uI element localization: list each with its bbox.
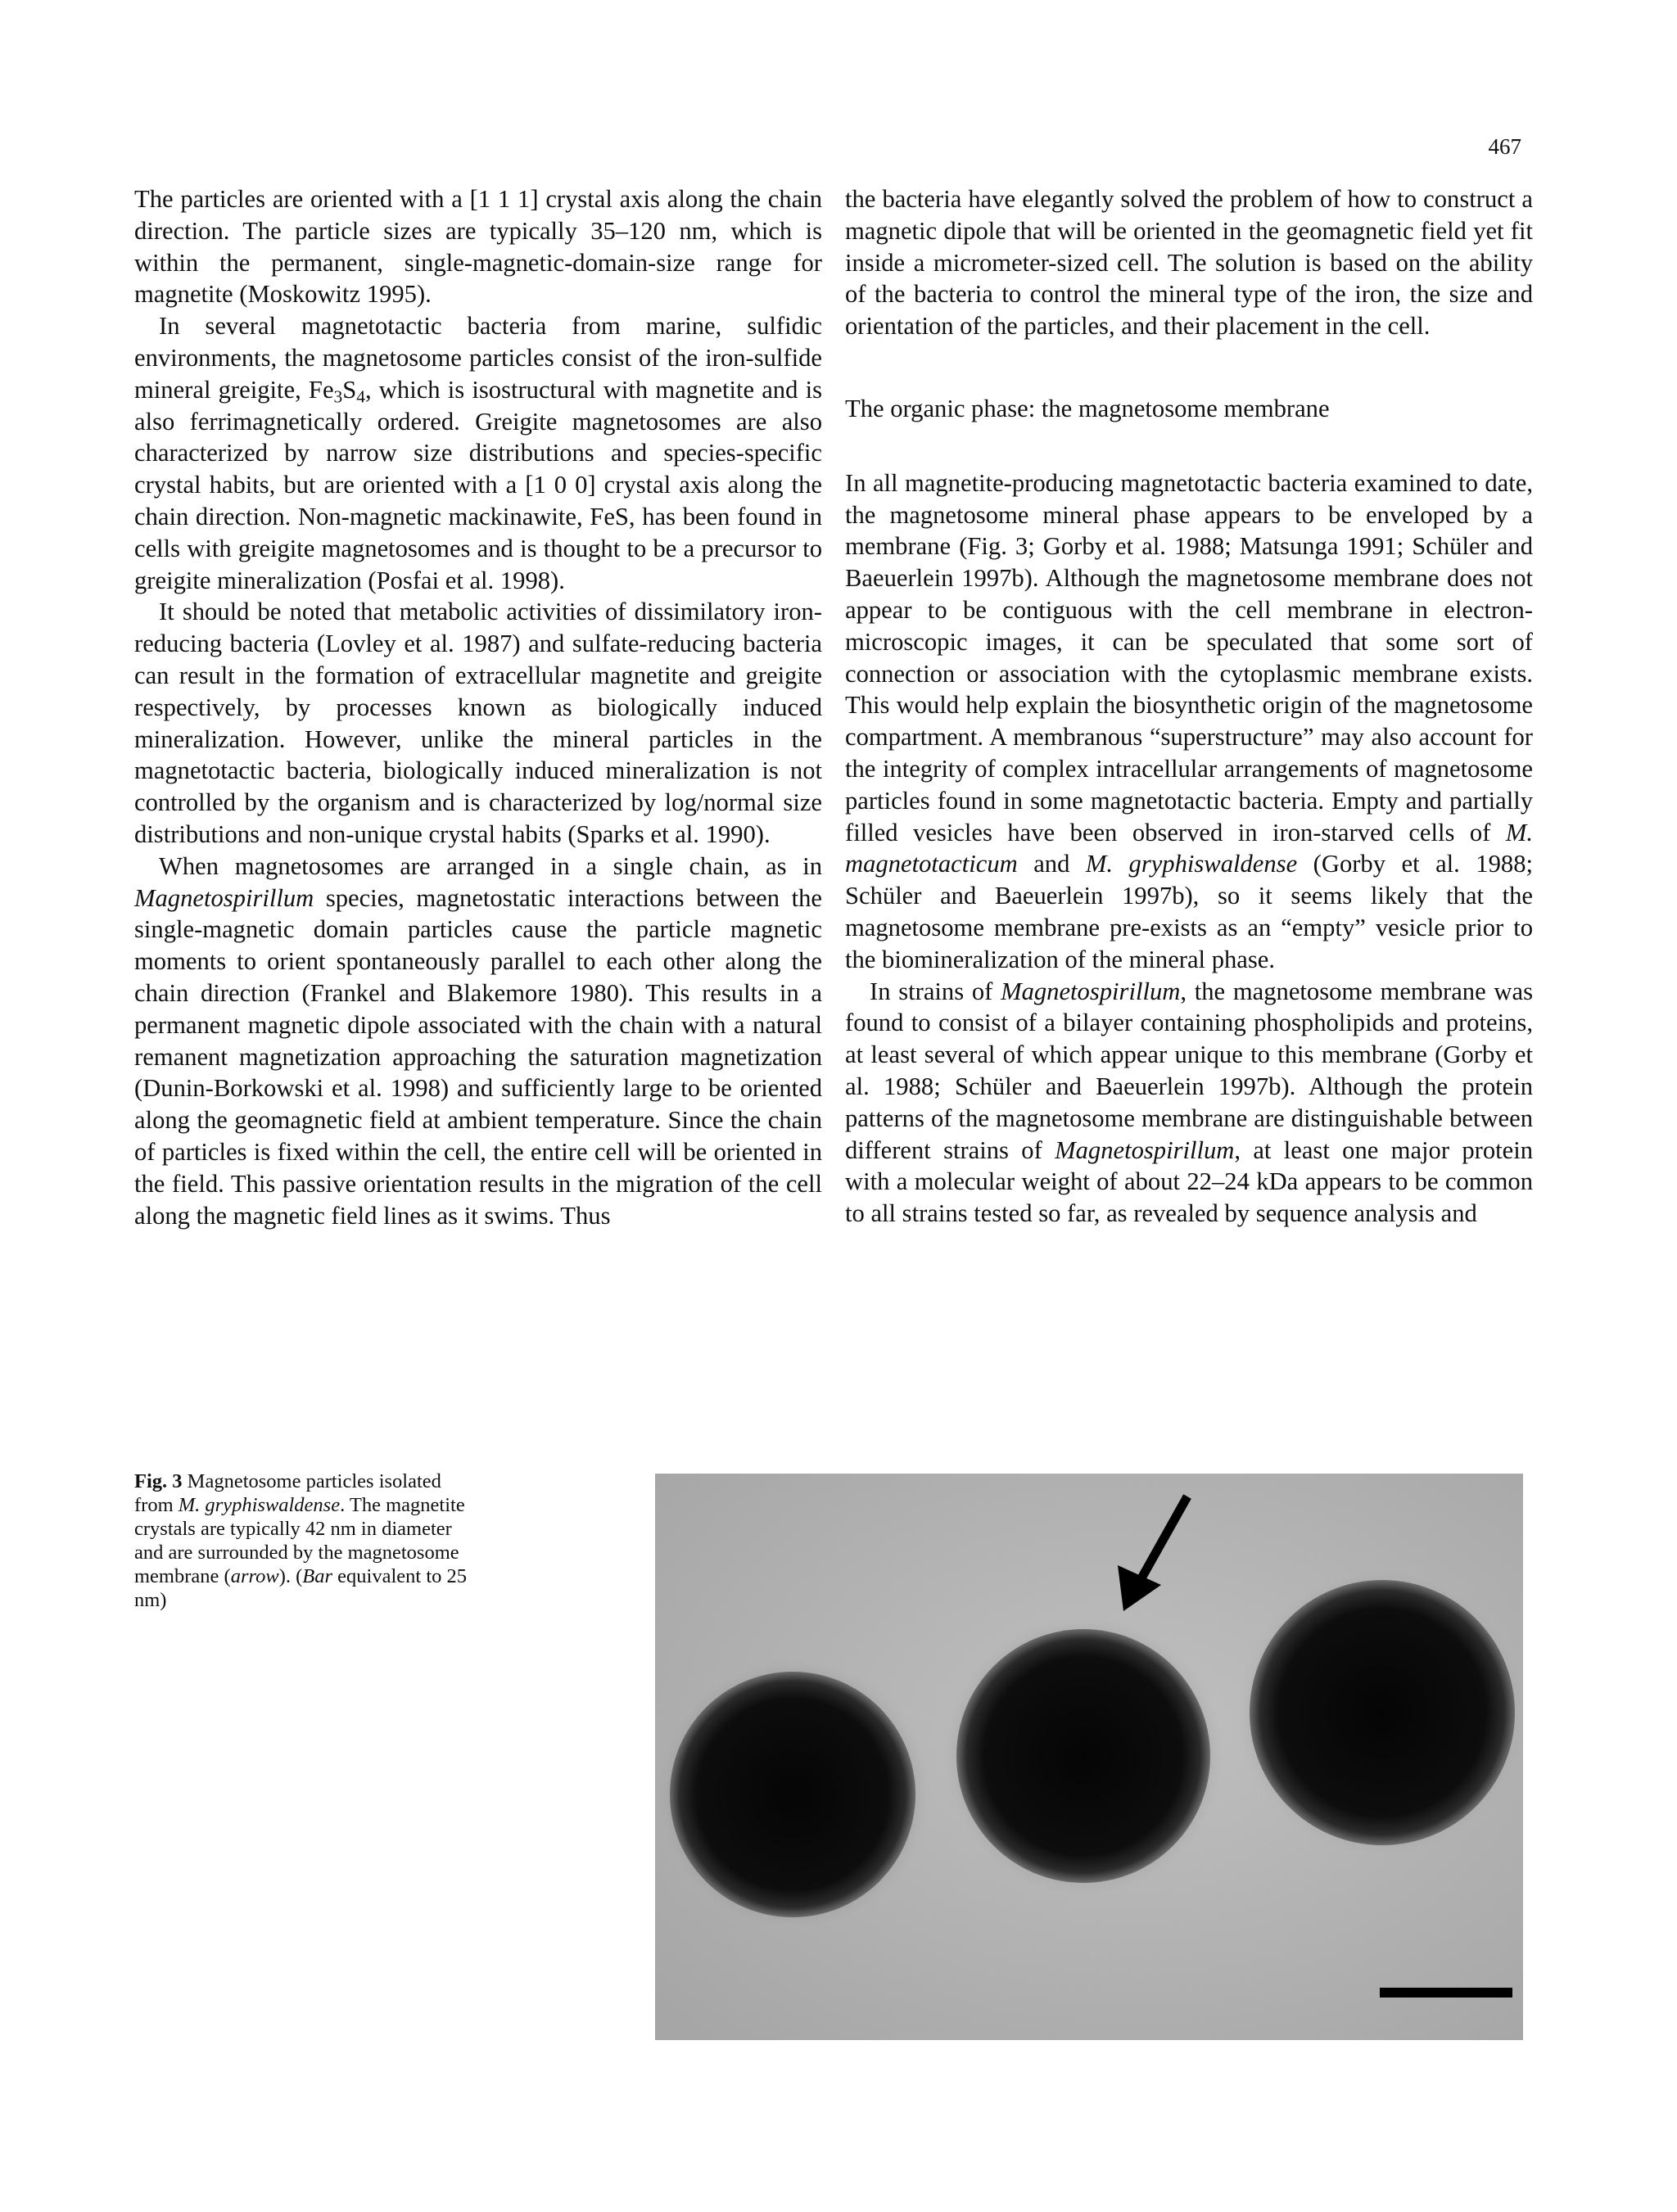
left-column <box>134 183 822 1231</box>
left-paragraph-4: When magnetosomes are arranged in a single chain, as in Magnetospirillum species, magnetostatic interactions between the single-magnetic domain particles cause the particle magnetic moments to orient spontaneously parallel to each other along the chain direction (Frankel and Blakemore 1980). This results in a permanent magnetic dipole associated with the chain with a natural remanent magnetization approaching the saturation magnetization (Dunin-Borkowski et al. 1998) and sufficiently large to be oriented along the geomagnetic field at ambient temperature. Since the chain of particles is fixed within the cell, the entire cell will be oriented in the field. This passive orientation results in the migration of the cell along the magnetic field lines as it swims. Thus <box>134 851 822 1230</box>
left-paragraph-1: The particles are oriented with a [1 1 1] crystal axis along the chain direction. The particle sizes are typically 35–120 nm, which is within the permanent, single-magnetic-domain-size range for magnetite (Moskowitz 1995). <box>134 185 822 309</box>
figure-caption: Fig. 3 Magnetosome particles isolated from M. gryphiswaldense. The magnetite crystals are typically 42 nm in diameter and are surrounded by the magnetosome membrane (arrow). (Bar equivalent to 25 nm) <box>134 1470 468 1611</box>
right-paragraph-1: the bacteria have elegantly solved the problem of how to construct a magnetic dipole that will be oriented in the geomagnetic field yet fit inside a micrometer-sized cell. The solution is based on the ability of the bacteria to control the mineral type of the iron, the size and orientation of the particles, and their placement in the cell. <box>845 185 1533 341</box>
magnetite-particle <box>670 1672 915 1917</box>
left-paragraph-2: In several magnetotactic bacteria from marine, sulfidic environments, the magnetosome particles consist of the iron-sulfide mineral greigite, $Fe_3S_4$, which is isostructural with magnetite and is also ferrimagnetically ordered. Greigite magnetosomes are also characterized by narrow size distributions and species-specific crystal habits, but are oriented with a [1 0 0] crystal axis along the chain direction. Non-magnetic mackinawite, FeS, has been found in cells with greigite magnetosomes and is thought to be a precursor to greigite mineralization (Posfai et al. 1998). <box>134 312 822 594</box>
left-paragraph-3: It should be noted that metabolic activities of dissimilatory iron-reducing bacteria (Lovley et al. 1987) and sulfate-reducing bacteria can result in the formation of extracellular magnetite and greigite respectively, by processes known as biologically induced mineralization. However, unlike the mineral particles in the magnetotactic bacteria, biologically induced mineralization is not controlled by the organism and is characterized by log/normal size distributions and non-unique crystal habits (Sparks et al. 1990). <box>134 598 822 848</box>
micrograph-figure <box>655 1474 1523 2040</box>
page-number: 467 <box>1488 134 1521 159</box>
scale-bar <box>1380 1988 1512 1998</box>
right-paragraph-2: In all magnetite-producing magnetotactic bacteria examined to date, the magnetosome mineral phase appears to be enveloped by a membrane (Fig. 3; Gorby et al. 1988; Matsunga 1991; Schüler and Baeuerlein 1997b). Although the magnetosome membrane does not appear to be contiguous with the cell membrane in electron-microscopic images, it can be speculated that some sort of connection or association with the cytoplasmic membrane exists. This would help explain the biosynthetic origin of the magnetosome compartment. A membranous “superstructure” may also account for the integrity of complex intracellular arrangements of magnetosome particles found in some magnetotactic bacteria. Empty and partially filled vesicles have been observed in iron-starved cells of M. magnetotacticum and M. gryphiswaldense (Gorby et al. 1988; Schüler and Baeuerlein 1997b), so it seems likely that the magnetosome membrane pre-exists as an “empty” vesicle prior to the biomineralization of the mineral phase. <box>845 468 1533 973</box>
section-heading: The organic phase: the magnetosome membrane <box>845 394 1330 422</box>
right-paragraph-3: In strains of Magnetospirillum, the magnetosome membrane was found to consist of a bilayer containing phospholipids and proteins, at least several of which appear unique to this membrane (Gorby et al. 1988; Schüler and Baeuerlein 1997b). Although the protein patterns of the magnetosome membrane are distinguishable between different strains of Magnetospirillum, at least one major protein with a molecular weight of about 22–24 kDa appears to be common to all strains tested so far, as revealed by sequence analysis and <box>845 977 1533 1228</box>
micrograph-image <box>655 1474 1523 2040</box>
magnetite-particle <box>956 1629 1210 1883</box>
magnetite-particle <box>1250 1580 1515 1845</box>
right-column <box>845 183 1533 1230</box>
